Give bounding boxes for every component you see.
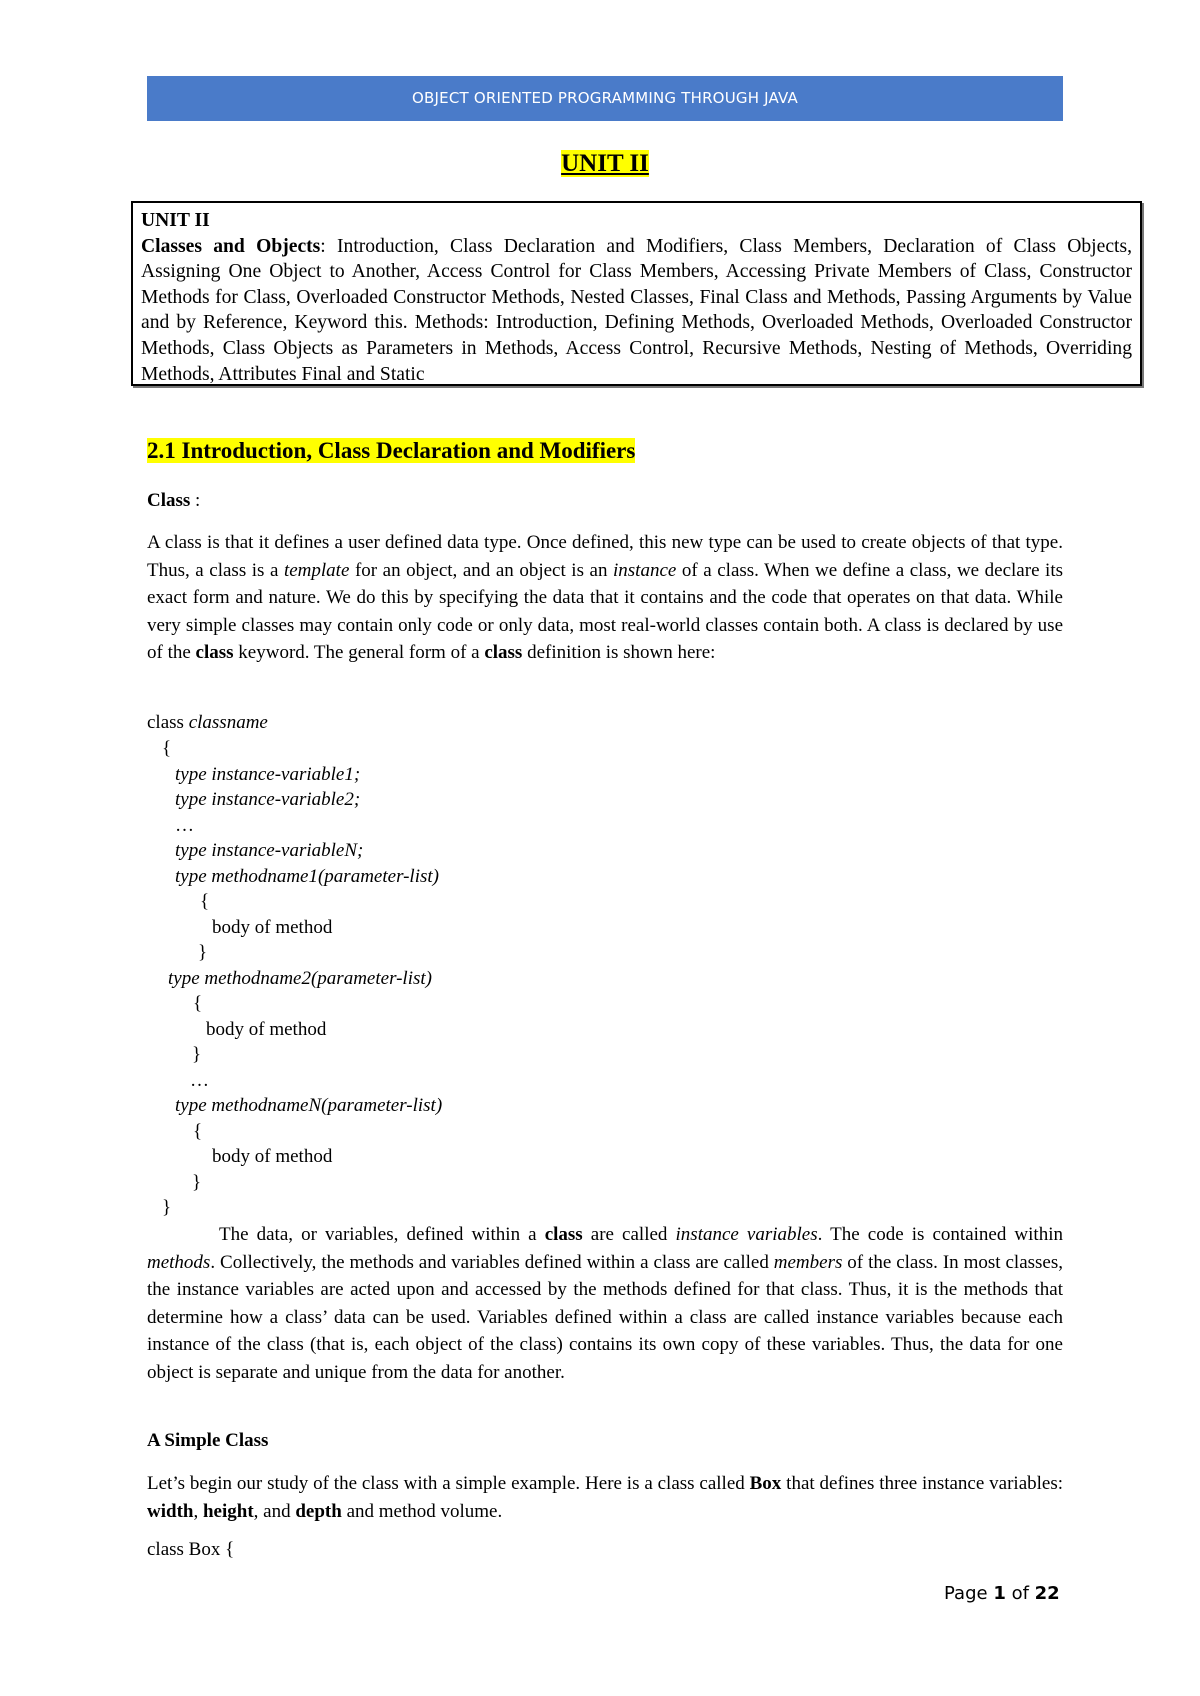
para1-template: template	[283, 559, 350, 581]
unit-title-text: UNIT II	[561, 150, 649, 177]
code-box-start: class Box {	[147, 1539, 235, 1560]
code-line: type instance-variable2;	[175, 789, 361, 810]
section-heading	[147, 438, 635, 464]
document-header: OBJECT ORIENTED PROGRAMMING THROUGH JAVA	[147, 76, 1063, 121]
para3-text-2: that defines three instance variables:	[781, 1473, 1064, 1494]
syllabus-heading: UNIT II	[141, 210, 210, 231]
page-number	[944, 1583, 1060, 1604]
para3-box: Box	[749, 1473, 782, 1494]
para2-text-4: . Collectively, the methods and variables defined within a class are called	[210, 1251, 774, 1273]
simple-class-heading: A Simple Class	[147, 1430, 269, 1451]
para3-text-3: and method volume.	[341, 1500, 503, 1522]
syllabus-text	[141, 234, 1132, 388]
code-line: type methodname1(parameter-list)	[175, 866, 439, 887]
para1-text-3: of a class. When we define a class, we declare its exact form and nature. We do this by specifying the data that it contains and the code that operates on that data. While very simple classes may contain only code or only data, most real-world classes contain both. A class is declared by use of the	[147, 559, 1063, 663]
code-line: {	[193, 993, 203, 1014]
code-line: }	[162, 1197, 172, 1218]
syllabus-topics: : Introduction, Class Declaration and Modifiers, Class Members, Declaration of Class Objects, Assigning One Object to Another, Access Control for Class Members, Accessing Private Members of Class, Constructor Methods for Class, Overloaded Constructor Methods, Nested Classes, Final Class and Methods, Passing Arguments by Value and by Reference, Keyword this. Methods: Introduction, Defining Methods, Overloaded Methods, Overloaded Constructor Methods, Class Objects as Parameters in Methods, Access Control, Recursive Methods, Nesting of Methods, Overriding Methods, Attributes Final and Static	[141, 235, 1132, 385]
code-line: {	[162, 738, 172, 759]
syllabus-topic-label: Classes and Objects	[141, 235, 321, 257]
section-heading-text: 2.1 Introduction, Class Declaration and Modifiers	[147, 438, 636, 463]
code-line: }	[192, 1172, 202, 1193]
code-text: classname	[188, 712, 268, 733]
para1-instance: instance	[613, 559, 677, 581]
code-line: {	[200, 891, 210, 912]
para1-text-4: keyword. The general form of a	[233, 642, 485, 663]
para2-methods: methods	[147, 1251, 211, 1273]
para1-class-keyword: class	[195, 642, 234, 663]
para2-class-keyword: class	[544, 1224, 583, 1245]
para3-comma: ,	[193, 1500, 203, 1522]
page-current: 1	[993, 1583, 1006, 1604]
page-of: of	[1005, 1583, 1035, 1604]
class-label-suffix: :	[190, 490, 201, 511]
para3-text-1: Let’s begin our study of the class with a simple example. Here is a class called	[147, 1473, 750, 1494]
code-line: type instance-variableN;	[175, 840, 364, 861]
para1-text-2: for an object, and an object is an	[349, 559, 613, 581]
code-line: type methodname2(parameter-list)	[168, 968, 432, 989]
paragraph-simple-class	[147, 1470, 1063, 1525]
page-total: 22	[1034, 1583, 1060, 1604]
code-line: {	[193, 1121, 203, 1142]
code-line: type methodnameN(parameter-list)	[175, 1095, 443, 1116]
code-line: body of method	[206, 1019, 327, 1040]
page-label: Page	[944, 1583, 994, 1604]
class-label: Class	[147, 490, 191, 511]
code-line: }	[198, 942, 208, 963]
code-line: body of method	[212, 917, 333, 938]
paragraph-class-definition	[147, 529, 1063, 667]
para3-width: width	[147, 1500, 194, 1522]
para3-depth: depth	[295, 1500, 342, 1522]
para3-and: , and	[253, 1500, 296, 1522]
para2-text-2: are called	[582, 1224, 676, 1245]
para2-members: members	[773, 1251, 843, 1273]
para1-text-1: A class is that it defines a user defined data type. Once defined, this new type can be used to create objects of that type. Thus, a class is a	[147, 532, 1063, 581]
para1-class-keyword-2: class	[484, 642, 523, 663]
unit-title	[0, 150, 1200, 178]
code-line: type instance-variable1;	[175, 764, 361, 785]
para2-text-1: The data, or variables, defined within a	[219, 1224, 545, 1245]
class-label-line	[147, 487, 1063, 515]
code-line: }	[192, 1044, 202, 1065]
paragraph-instance-variables	[147, 1221, 1063, 1386]
para2-text-5: of the class. In most classes, the instance variables are acted upon and accessed by the methods defined for that class. Thus, it is the methods that determine how a class’ data can be used. Variables defined within a class are called instance variables because each instance of the class (that is, each object of the class) contains its own copy of these variables. Thus, the data for one object is separate and unique from the data for another.	[147, 1251, 1064, 1383]
para3-height: height	[202, 1500, 254, 1522]
code-line	[147, 710, 268, 736]
code-line: body of method	[212, 1146, 333, 1167]
code-line: …	[175, 815, 194, 836]
code-text: class	[147, 712, 189, 733]
para1-text-5: definition is shown here:	[522, 642, 716, 663]
para2-instance-variables: instance variables	[675, 1224, 818, 1245]
para2-text-3: . The code is contained within	[817, 1224, 1063, 1245]
code-line: …	[190, 1070, 209, 1091]
syllabus-box	[131, 201, 1142, 386]
